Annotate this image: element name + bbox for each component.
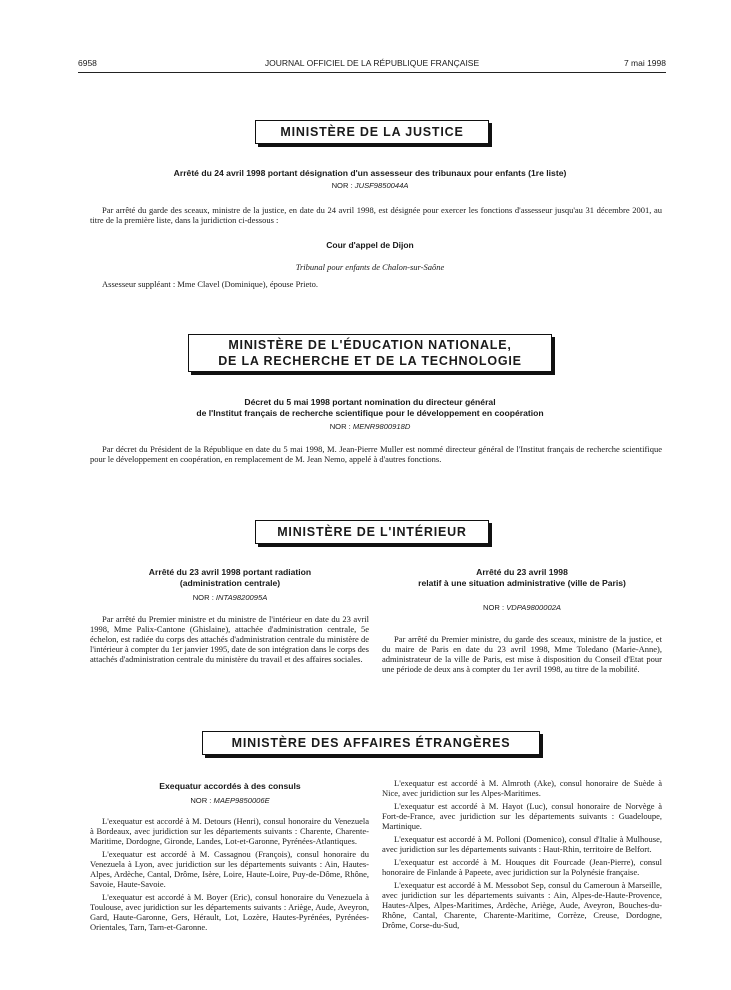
exequatur-paragraph: L'exequatur est accordé à M. Houques dit Fourcade (Jean-Pierre), consul honoraire de Finlande à Papeete, avec juridiction sur la Polynésie française.: [382, 857, 662, 877]
education-body: Par décret du Président de la République en date du 5 mai 1998, M. Jean-Pierre Muller est nommé directeur général de l'Institut français de recherche scientifique pour le développement en coopération, en remplacement de M. Jean Nemo, appelé à d'autres fonctions.: [90, 444, 662, 464]
interieur-left-title: Arrêté du 23 avril 1998 portant radiation (administration centrale): [148, 567, 312, 588]
justice-decree-title: Arrêté du 24 avril 1998 portant désignation d'un assesseur des tribunaux pour enfants (1re liste): [173, 168, 567, 178]
affaires-nor-code: MAEP9850006E: [213, 796, 270, 805]
interieur-right-title: Arrêté du 23 avril 1998 relatif à une situation administrative (ville de Paris): [418, 567, 626, 588]
education-nor: NOR : MENR9800918D: [329, 422, 411, 431]
exequatur-paragraph: L'exequatur est accordé à M. Detours (Henri), consul honoraire du Venezuela à Bordeaux, avec juridiction sur les départements suivants : Charente, Charente-Maritime, Dordogne, Gironde, Landes, Lot-et-Garonne, Pyrénées-Atlantiques.: [90, 816, 369, 846]
exequatur-paragraph: L'exequatur est accordé à M. Boyer (Eric), consul honoraire du Venezuela à Toulouse, avec juridiction sur les départements suivants : Ariège, Aude, Aveyron, Gard, Haute-Garonne, Gers, Hérault, Lot, Lozère, Hautes-Pyrénées, Pyrénées-Orientales, Tarn, Tarn-et-Garonne.: [90, 892, 369, 932]
exequatur-paragraph: L'exequatur est accordé à M. Cassagnou (François), consul honoraire du Venezuela à Lyon, avec juridiction sur les départements suivants : Ain, Hautes-Alpes, Ardèche, Cantal, Drôme, Isère, Loire, Haute-Loire, Puy-de-Dôme, Rhône, Savoie, Haute-Savoie.: [90, 849, 369, 889]
affaires-title: Exequatur accordés à des consuls: [159, 781, 301, 791]
page-number: 6958: [78, 58, 97, 68]
justice-assesseur: Assesseur suppléant : Mme Clavel (Dominique), épouse Prieto.: [102, 279, 319, 289]
interieur-left-body: Par arrêté du Premier ministre et du ministre de l'intérieur en date du 23 avril 1998, Mme Palix-Cantone (Ghislaine), attachée d'administration centrale, 5e échelon, est radiée du corps des attachés d'administration centrale du ministère de l'intérieur à compter du 1er janvier 1995, date de son intégration dans le corps des attachés d'administration centrale du ministère du travail et des affaires sociales.: [90, 614, 369, 664]
interieur-right-body: Par arrêté du Premier ministre, du garde des sceaux, ministre de la justice, et du maire de Paris en date du 23 avril 1998, Mme Toledano (Marie-Anne), administrateur de la ville de Paris, est mise à disposition du Conseil d'Etat pour une période de deux ans à compter du 1er avril 1998, au titre de la mobilité.: [382, 634, 662, 674]
justice-nor: NOR : JUSF9850044A: [331, 181, 409, 190]
interieur-left-nor-code: INTA9820095A: [215, 593, 268, 602]
ministry-interieur-heading: MINISTÈRE DE L'INTÉRIEUR: [277, 525, 467, 539]
exequatur-paragraph: L'exequatur est accordé à M. Messobot Sep, consul du Cameroun à Marseille, avec juridiction sur les départements suivants : Ain, Alpes-de-Haute-Provence, Hautes-Alpes, Alpes-Maritimes, Ardèche, Ariège, Aude, Aveyron, Bouches-du-Rhône, Cantal, Charente, Charente-Maritime, Corrèze, Creuse, Dordogne, Drôme, Corse-du-Sud,: [382, 880, 662, 930]
header-rule: [78, 72, 666, 73]
affaires-nor: NOR : MAEP9850006E: [190, 796, 270, 805]
page-header: [78, 58, 666, 72]
justice-body: Par arrêté du garde des sceaux, ministre de la justice, en date du 24 avril 1998, est désignée pour exercer les fonctions d'assesseur jusqu'au 31 décembre 2001, au titre de la première liste, dans la juridiction ci-dessous :: [90, 205, 662, 225]
education-nor-code: MENR9800918D: [352, 422, 411, 431]
ministry-interieur-box: [255, 520, 489, 544]
journal-title: JOURNAL OFFICIEL DE LA RÉPUBLIQUE FRANÇAISE: [264, 58, 480, 68]
education-decree-title: Décret du 5 mai 1998 portant nomination du directeur général de l'Institut français de recherche scientifique pour le développement en coopération: [196, 397, 544, 418]
affaires-right-column: [382, 778, 662, 933]
exequatur-paragraph: L'exequatur est accordé à M. Polloni (Domenico), consul d'Italie à Mulhouse, avec juridiction sur les départements suivants : Haut-Rhin, territoire de Belfort.: [382, 834, 662, 854]
exequatur-paragraph: L'exequatur est accordé à M. Almroth (Ake), consul honoraire de Suède à Nice, avec juridiction sur les Alpes-Maritimes.: [382, 778, 662, 798]
interieur-right-nor: NOR : VDPA9800002A: [483, 603, 561, 612]
exequatur-paragraph: L'exequatur est accordé à M. Hayot (Luc), consul honoraire de Norvège à Fort-de-France, avec juridiction sur les départements suivants : Guadeloupe, Martinique.: [382, 801, 662, 831]
ministry-affaires-heading: MINISTÈRE DES AFFAIRES ÉTRANGÈRES: [231, 736, 511, 750]
ministry-affaires-box: [202, 731, 540, 755]
justice-nor-code: JUSF9850044A: [354, 181, 409, 190]
justice-tribunal: Tribunal pour enfants de Chalon-sur-Saône: [295, 262, 445, 272]
ministry-education-heading-1: MINISTÈRE DE L'ÉDUCATION NATIONALE,: [228, 338, 512, 352]
ministry-justice-heading: MINISTÈRE DE LA JUSTICE: [280, 125, 464, 139]
ministry-justice-box: [255, 120, 489, 144]
affaires-left-column: [90, 816, 369, 935]
ministry-education-heading-2: DE LA RECHERCHE ET DE LA TECHNOLOGIE: [218, 354, 522, 368]
interieur-right-nor-code: VDPA9800002A: [506, 603, 561, 612]
interieur-left-nor: NOR : INTA9820095A: [192, 593, 268, 602]
justice-court: Cour d'appel de Dijon: [326, 240, 414, 250]
issue-date: 7 mai 1998: [623, 58, 666, 68]
ministry-education-box: [188, 334, 552, 372]
